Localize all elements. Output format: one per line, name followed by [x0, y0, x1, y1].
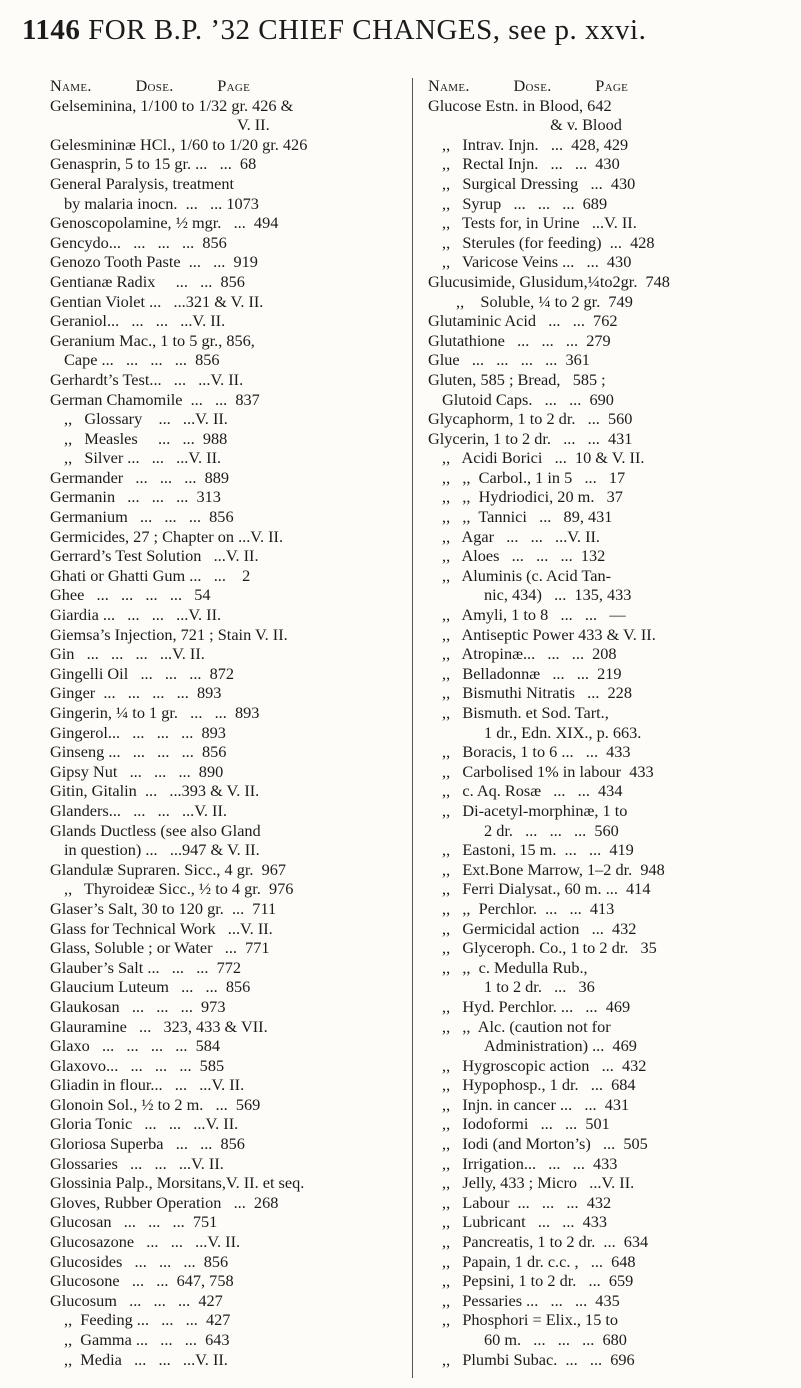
index-column-right	[428, 76, 783, 1369]
running-title: FOR B.P. ’32 CHIEF CHANGES, see p. xxvi.	[88, 14, 647, 46]
index-entry: Giemsa’s Injection, 721 ; Stain V. II.	[50, 624, 288, 644]
column-heading: Name. Dose. Page	[428, 76, 629, 95]
index-entry: ,, Sterules (for feeding) ... 428	[442, 232, 655, 252]
index-entry: Glucosazone ... ... ...V. II.	[50, 1232, 241, 1252]
index-entry: ,, ,, Carbol., 1 in 5 ... 17	[442, 467, 626, 487]
index-entry: Ghee ... ... ... ... 54	[50, 585, 211, 605]
index-entry: ,, Tests for, in Urine ...V. II.	[442, 213, 637, 233]
index-entry: ,, Glyceroph. Co., 1 to 2 dr. 35	[442, 938, 657, 958]
index-entry: Glaxo ... ... ... ... 584	[50, 1036, 221, 1056]
index-entry: Gencydo... ... ... ... 856	[50, 232, 227, 252]
index-entry: Glucosides ... ... ... 856	[50, 1251, 229, 1271]
index-entry: ,, Surgical Dressing ... 430	[442, 173, 636, 193]
index-entry: Gelseminina, 1/100 to 1/32 gr. 426 &	[50, 95, 294, 115]
index-entry: ,, Plumbi Subac. ... ... 696	[442, 1349, 635, 1369]
index-entry: Glutoid Caps. ... ... 690	[442, 389, 614, 409]
index-entry: Gingerin, ¼ to 1 gr. ... ... 893	[50, 703, 260, 722]
index-entry: Gelesmininæ HCl., 1/60 to 1/20 gr. 426	[50, 134, 308, 154]
index-entry: 1 dr., Edn. XIX., p. 663.	[484, 722, 642, 742]
index-entry: ,, Belladonnæ ... ... 219	[442, 663, 622, 683]
index-entry: Gin ... ... ... ...V. II.	[50, 644, 205, 664]
index-entry: ,, Eastoni, 15 m. ... ... 419	[442, 840, 634, 860]
index-entry: ,, Bismuthi Nitratis ... 228	[442, 683, 632, 703]
index-entry: ,, c. Aq. Rosæ ... ... 434	[442, 781, 623, 801]
index-entry: & v. Blood	[428, 115, 622, 135]
index-entry: Giardia ... ... ... ...V. II.	[50, 605, 222, 625]
index-entry: Glucosone ... ... 647, 758	[50, 1271, 234, 1291]
index-entry: General Paralysis, treatment	[50, 173, 234, 193]
index-entry: ,, Aluminis (c. Acid Tan-	[442, 565, 612, 585]
page-header	[22, 14, 646, 47]
index-entry: Gluten, 585 ; Bread, 585 ;	[428, 369, 606, 389]
index-entry: Genozo Tooth Paste ... ... 919	[50, 252, 258, 272]
index-entry: ,, Soluble, ¼ to 2 gr. 749	[456, 291, 633, 311]
index-entry: Gloria Tonic ... ... ...V. II.	[50, 1114, 239, 1134]
index-entry: ,, Rectal Injn. ... ... 430	[442, 154, 620, 174]
index-entry: Germanin ... ... ... 313	[50, 487, 221, 507]
index-entry: ,, Media ... ... ...V. II.	[64, 1349, 228, 1369]
index-entry: Glycaphorm, 1 to 2 dr. ... 560	[428, 409, 633, 429]
index-entry: ,, Glossary ... ...V. II.	[64, 409, 228, 429]
column-heading: Name. Dose. Page	[50, 76, 251, 95]
index-entry: Glutaminic Acid ... ... 762	[428, 311, 618, 331]
index-entry: nic, 434) ... 135, 433	[484, 585, 632, 605]
index-entry: ,, Iodoformi ... ... 501	[442, 1114, 610, 1134]
index-entry: Glands Ductless (see also Gland	[50, 820, 261, 840]
index-entry: Gitin, Gitalin ... ...393 & V. II.	[50, 781, 260, 801]
index-entry: Cape ... ... ... ... 856	[64, 350, 220, 370]
index-entry: 1 to 2 dr. ... 36	[484, 977, 595, 997]
index-entry: Geraniol... ... ... ...V. II.	[50, 311, 226, 331]
index-entry: ,, Hygroscopic action ... 432	[442, 1055, 647, 1075]
index-entry: Gentian Violet ... ...321 & V. II.	[50, 291, 264, 311]
index-entry: Glauramine ... 323, 433 & VII.	[50, 1016, 268, 1036]
index-entry: ,, Acidi Borici ... 10 & V. II.	[442, 448, 645, 468]
index-entry: ,, Pancreatis, 1 to 2 dr. ... 634	[442, 1232, 649, 1252]
index-entry: Gentianæ Radix ... ... 856	[50, 271, 245, 291]
index-entry: ,, Gamma ... ... ... 643	[64, 1330, 230, 1349]
index-entry: Glucose Estn. in Blood, 642	[428, 95, 612, 115]
index-entry: Germanium ... ... ... 856	[50, 507, 234, 527]
index-entry: Geranium Mac., 1 to 5 gr., 856,	[50, 330, 255, 350]
index-entry: Ginseng ... ... ... ... 856	[50, 742, 227, 762]
index-entry: ,, Lubricant ... ... 433	[442, 1212, 608, 1232]
index-entry: ,, Amyli, 1 to 8 ... ... —	[442, 605, 626, 625]
index-entry: Glass for Technical Work ...V. II.	[50, 918, 273, 938]
index-entry: Glaser’s Salt, 30 to 120 gr. ... 711	[50, 898, 277, 918]
index-entry: Glaukosan ... ... ... 973	[50, 996, 226, 1016]
index-entry: ,, Germicidal action ... 432	[442, 918, 637, 938]
index-entry: ,, ,, c. Medulla Rub.,	[442, 957, 588, 977]
index-entry: Glonoin Sol., ½ to 2 m. ... 569	[50, 1094, 261, 1114]
index-entry: Gerhardt’s Test... ... ...V. II.	[50, 369, 244, 389]
index-entry: ,, Ferri Dialysat., 60 m. ... 414	[442, 879, 651, 899]
index-entry: ,, Bismuth. et Sod. Tart.,	[442, 703, 609, 722]
index-entry: ,, Feeding ... ... ... 427	[64, 1310, 231, 1330]
index-entry: Germicides, 27 ; Chapter on ...V. II.	[50, 526, 284, 546]
index-column-left	[50, 76, 405, 1369]
index-entry: Glutathione ... ... ... 279	[428, 330, 611, 350]
index-entry: ,, Boracis, 1 to 6 ... ... 433	[442, 742, 631, 762]
index-entry: ,, Di-acetyl-morphinæ, 1 to	[442, 800, 628, 820]
index-entry: ,, ,, Alc. (caution not for	[442, 1016, 611, 1036]
index-entry: ,, Papain, 1 dr. c.c. , ... 648	[442, 1251, 636, 1271]
index-entry: ,, Thyroideæ Sicc., ½ to 4 gr. 976	[64, 879, 294, 899]
index-entry: ,, Injn. in cancer ... ... 431	[442, 1094, 630, 1114]
index-entry: Glucosum ... ... ... 427	[50, 1290, 223, 1310]
index-entry: Gingerol... ... ... ... 893	[50, 722, 226, 742]
index-entry: ,, Measles ... ... 988	[64, 428, 228, 448]
index-entry: Glandulæ Supraren. Sicc., 4 gr. 967	[50, 859, 287, 879]
index-entry: in question) ... ...947 & V. II.	[64, 840, 260, 860]
index-entry: ,, ,, Perchlor. ... ... 413	[442, 898, 615, 918]
index-entry: Genoscopolamine, ½ mgr. ... 494	[50, 213, 279, 233]
index-entry: ,, Silver ... ... ...V. II.	[64, 448, 222, 468]
index-entry: Glaucium Luteum ... ... 856	[50, 977, 251, 997]
index-entry: ,, ,, Tannici ... 89, 431	[442, 507, 613, 527]
index-entry: 60 m. ... ... ... 680	[484, 1330, 627, 1349]
index-entry: Gloriosa Superba ... ... 856	[50, 1134, 245, 1154]
index-entry: Germander ... ... ... 889	[50, 467, 230, 487]
index-entry: ,, Jelly, 433 ; Micro ...V. II.	[442, 1173, 635, 1193]
index-entry: ,, Pessaries ... ... ... 435	[442, 1290, 620, 1310]
index-entry: ,, Aloes ... ... ... 132	[442, 546, 606, 566]
index-entry: Ginger ... ... ... ... 893	[50, 683, 222, 703]
index-entry: Glucosan ... ... ... 751	[50, 1212, 218, 1232]
index-entry: ,, Atropinæ... ... ... 208	[442, 644, 617, 664]
index-entry: ,, Antiseptic Power 433 & V. II.	[442, 624, 656, 644]
index-entry: Gerrard’s Test Solution ...V. II.	[50, 546, 259, 566]
index-entry: Gloves, Rubber Operation ... 268	[50, 1192, 279, 1212]
index-entry: Glucusimide, Glusidum,¼to2gr. 748	[428, 271, 670, 291]
index-entry: Ghati or Ghatti Gum ... ... 2	[50, 565, 251, 585]
index-entry: ,, ,, Hydriodici, 20 m. 37	[442, 487, 623, 507]
index-entry: 2 dr. ... ... ... 560	[484, 820, 619, 840]
index-entry: Glycerin, 1 to 2 dr. ... ... 431	[428, 428, 633, 448]
page-number: 1146	[22, 14, 81, 46]
index-entry: ,, Carbolised 1% in labour 433	[442, 761, 654, 781]
index-entry: Glass, Soluble ; or Water ... 771	[50, 938, 270, 958]
index-entry: ,, Ext.Bone Marrow, 1–2 dr. 948	[442, 859, 665, 879]
index-entry: Administration) ... 469	[484, 1036, 637, 1056]
index-entry: Gliadin in flour... ... ...V. II.	[50, 1075, 245, 1095]
index-entry: Gipsy Nut ... ... ... 890	[50, 761, 224, 781]
index-entry: ,, Irrigation... ... ... 433	[442, 1153, 618, 1173]
index-entry: ,, Varicose Veins ... ... 430	[442, 252, 632, 272]
index-entry: ,, Agar ... ... ...V. II.	[442, 526, 600, 546]
index-entry: Genasprin, 5 to 15 gr. ... ... 68	[50, 154, 257, 174]
index-entry: German Chamomile ... ... 837	[50, 389, 260, 409]
index-entry: ,, Labour ... ... ... 432	[442, 1192, 612, 1212]
index-entry: ,, Hypophosp., 1 dr. ... 684	[442, 1075, 636, 1095]
index-entry: Glue ... ... ... ... 361	[428, 350, 590, 370]
index-entry: Glaxovo... ... ... ... 585	[50, 1055, 225, 1075]
index-entry: ,, Pepsini, 1 to 2 dr. ... 659	[442, 1271, 634, 1291]
index-entry: Glossaries ... ... ...V. II.	[50, 1153, 224, 1173]
index-entry: ,, Phosphori = Elix., 15 to	[442, 1310, 619, 1330]
index-entry: ,, Hyd. Perchlor. ... ... 469	[442, 996, 631, 1016]
index-entry: Gingelli Oil ... ... ... 872	[50, 663, 235, 683]
index-entry: V. II.	[50, 115, 270, 135]
index-entry: Glossinia Palp., Morsitans,V. II. et seq.	[50, 1173, 305, 1193]
index-entry: Glanders... ... ... ...V. II.	[50, 800, 227, 820]
index-entry: ,, Iodi (and Morton’s) ... 505	[442, 1134, 648, 1154]
index-entry: ,, Syrup ... ... ... 689	[442, 193, 608, 213]
index-entry: Glauber’s Salt ... ... ... 772	[50, 957, 241, 977]
index-entry: by malaria inocn. ... ... 1073	[64, 193, 259, 213]
column-divider	[412, 78, 413, 1378]
index-entry: ,, Intrav. Injn. ... 428, 429	[442, 134, 629, 154]
